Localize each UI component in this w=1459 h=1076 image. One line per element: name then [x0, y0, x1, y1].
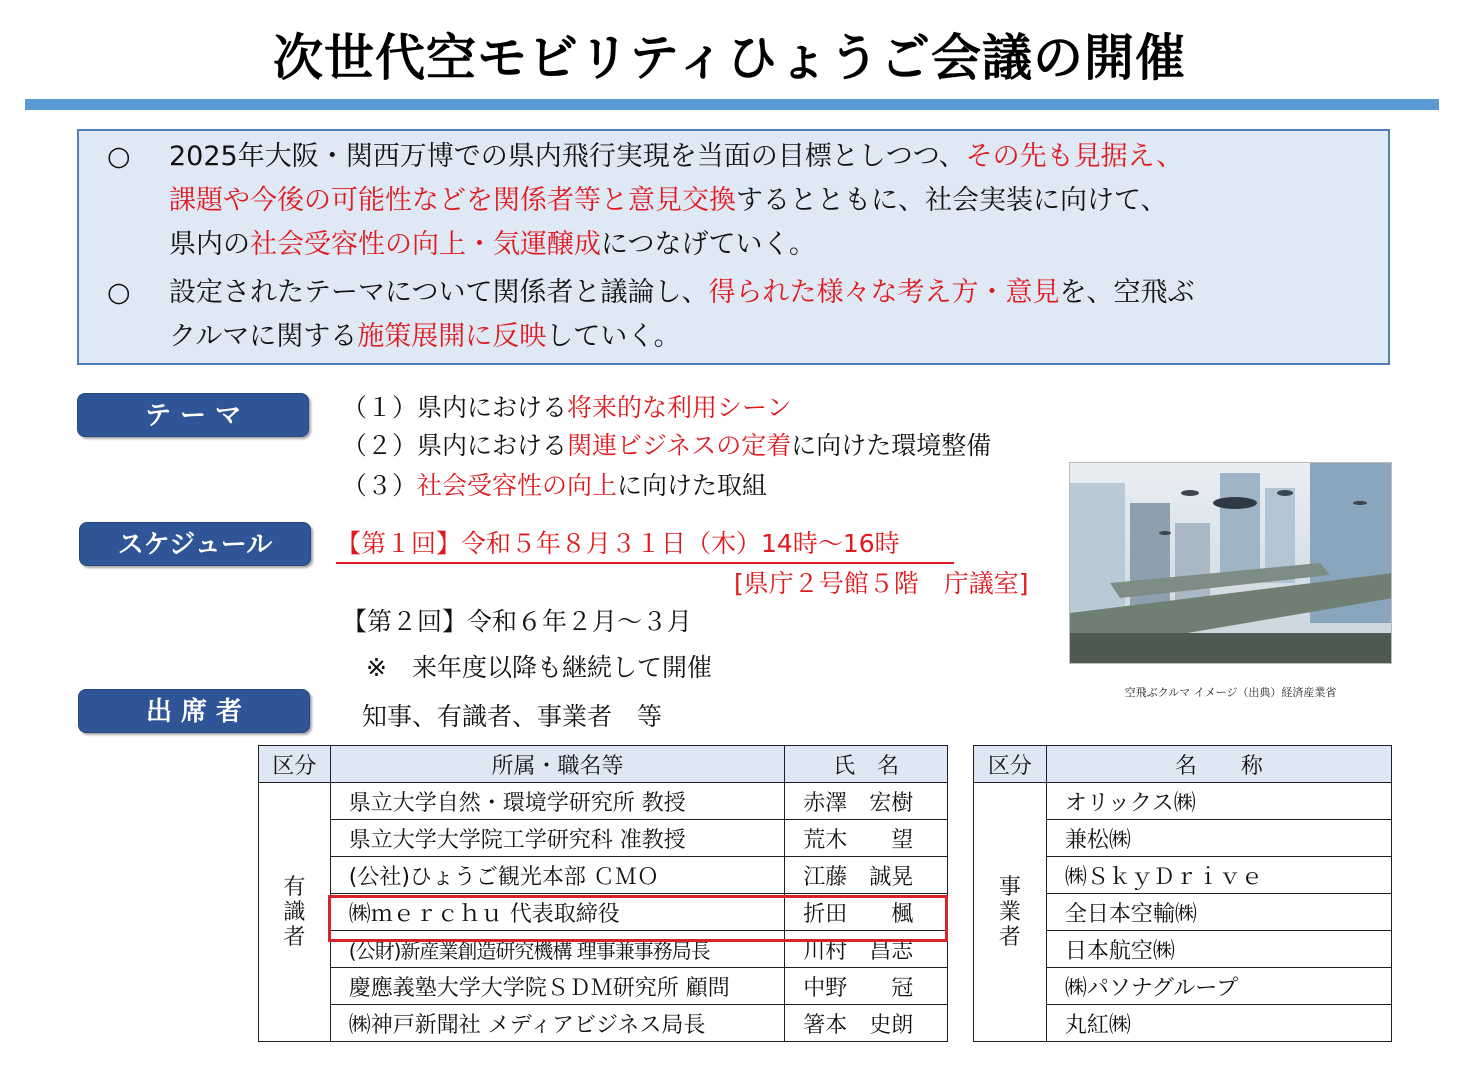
name-cell: 荒木 望 — [785, 820, 948, 857]
column-header-affiliation: 所属・職名等 — [330, 746, 785, 783]
emphasis-text: 得られた様々な考え方・意見 — [708, 277, 1060, 308]
business-header-row — [974, 746, 1392, 783]
body-text: するとともに、社会実装に向けて、 — [736, 185, 1168, 216]
emphasis-text: 課題や今後の可能性などを関係者等と意見交換 — [169, 185, 736, 216]
table-row — [259, 1005, 948, 1042]
company-cell: 日本航空㈱ — [1046, 931, 1391, 968]
schedule-note: ※ 来年度以降も継続して開催 — [366, 653, 712, 682]
theme-item-2 — [342, 426, 991, 462]
name-cell: 江藤 誠晃 — [785, 857, 948, 894]
body-text: （２）県内における — [342, 431, 568, 460]
company-cell: 兼松㈱ — [1046, 820, 1391, 857]
summary-1-line-2 — [169, 179, 1374, 223]
affiliation-cell: (公財)新産業創造研究機構 理事兼事務局長 — [330, 931, 785, 968]
summary-2-line-2 — [169, 315, 1374, 359]
body-text: に向けた環境整備 — [791, 431, 992, 460]
body-text: につなげていく。 — [601, 229, 816, 260]
body-text: に向けた取組 — [617, 471, 768, 500]
emphasis-text: 施策展開に反映 — [357, 321, 547, 352]
attendees-label: 出 席 者 — [78, 689, 310, 733]
affiliation-cell: (公社)ひょうご観光本部 ＣＭＯ — [330, 857, 785, 894]
company-cell: ㈱パソナグループ — [1046, 968, 1391, 1005]
table-row — [259, 783, 948, 820]
schedule-second-meeting: 【第２回】令和６年２月～３月 — [342, 607, 693, 636]
flying-car-scene-image — [1070, 463, 1392, 664]
schedule-label: スケジュール — [79, 522, 311, 566]
body-text: （１）県内における — [342, 393, 568, 422]
emphasis-text: 関連ビジネスの定着 — [567, 431, 792, 460]
summary-1-line-3 — [169, 223, 1374, 267]
table-row — [259, 857, 948, 894]
affiliation-cell: ㈱ｍｅｒｃｈｕ 代表取締役 — [330, 894, 785, 931]
body-text: 設定されたテーマについて関係者と議論し、 — [169, 277, 709, 308]
bullet-circle-icon: ○ — [107, 277, 131, 308]
column-header-category: 区分 — [974, 746, 1047, 783]
schedule-first-meeting: 【第１回】令和５年８月３１日（木）14時～16時 — [336, 524, 954, 564]
business-table — [973, 745, 1392, 1042]
company-cell: 全日本空輸㈱ — [1046, 894, 1391, 931]
theme-item-3 — [342, 466, 767, 502]
table-row — [259, 820, 948, 857]
flying-car-illustration — [1069, 462, 1392, 664]
page-title: 次世代空モビリティひょうご会議の開催 — [273, 29, 1186, 87]
category-experts-label: 有 識 者 — [283, 874, 306, 950]
emphasis-text: 将来的な利用シーン — [567, 393, 792, 422]
category-experts — [259, 783, 331, 1042]
name-cell: 赤澤 宏樹 — [785, 783, 948, 820]
name-cell: 箸本 史朗 — [785, 1005, 948, 1042]
body-text: クルマに関する — [169, 321, 358, 352]
category-business — [974, 783, 1047, 1042]
category-business-label: 事 業 者 — [998, 874, 1021, 950]
name-cell: 折田 楓 — [785, 894, 948, 931]
image-caption: 空飛ぶクルマ イメージ（出典）経済産業省 — [1124, 686, 1337, 699]
table-row — [974, 783, 1392, 820]
experts-table — [258, 745, 948, 1042]
company-cell: ㈱ＳｋｙＤｒｉｖｅ — [1046, 857, 1391, 894]
company-cell: オリックス㈱ — [1046, 783, 1391, 820]
column-header-category: 区分 — [259, 746, 331, 783]
theme-label: テ ー マ — [77, 393, 309, 437]
affiliation-cell: 県立大学自然・環境学研究所 教授 — [330, 783, 785, 820]
name-cell: 川村 昌志 — [785, 931, 948, 968]
column-header-company: 名 称 — [1046, 746, 1391, 783]
title-underline — [25, 99, 1439, 110]
affiliation-cell: 県立大学大学院工学研究科 准教授 — [330, 820, 785, 857]
affiliation-cell: ㈱神戸新聞社 メディアビジネス局長 — [330, 1005, 785, 1042]
body-text: を、空飛ぶ — [1059, 277, 1195, 308]
body-text: 県内の — [169, 229, 250, 260]
body-text: していく。 — [546, 321, 681, 352]
column-header-name: 氏 名 — [785, 746, 948, 783]
emphasis-text: その先も見据え、 — [965, 141, 1184, 172]
company-cell: 丸紅㈱ — [1046, 1005, 1391, 1042]
body-text: 2025年大阪・関西万博での県内飛行実現を当面の目標としつつ、 — [169, 141, 966, 172]
emphasis-text: 社会受容性の向上・気運醸成 — [250, 229, 601, 260]
schedule-venue: [県庁２号館５階 庁議室] — [734, 569, 1029, 598]
affiliation-cell: 慶應義塾大学大学院ＳＤＭ研究所 顧問 — [330, 968, 785, 1005]
emphasis-text: 社会受容性の向上 — [417, 471, 618, 500]
name-cell: 中野 冠 — [785, 968, 948, 1005]
table-row — [259, 968, 948, 1005]
summary-1-line-1 — [169, 135, 1374, 179]
experts-header-row — [259, 746, 948, 783]
summary-box — [77, 129, 1390, 365]
body-text: （３） — [342, 471, 418, 500]
highlight-box — [328, 895, 948, 942]
attendees-text: 知事、有識者、事業者 等 — [362, 702, 663, 731]
summary-2-line-1 — [169, 271, 1374, 315]
theme-item-1 — [342, 388, 792, 424]
bullet-circle-icon: ○ — [107, 141, 131, 172]
